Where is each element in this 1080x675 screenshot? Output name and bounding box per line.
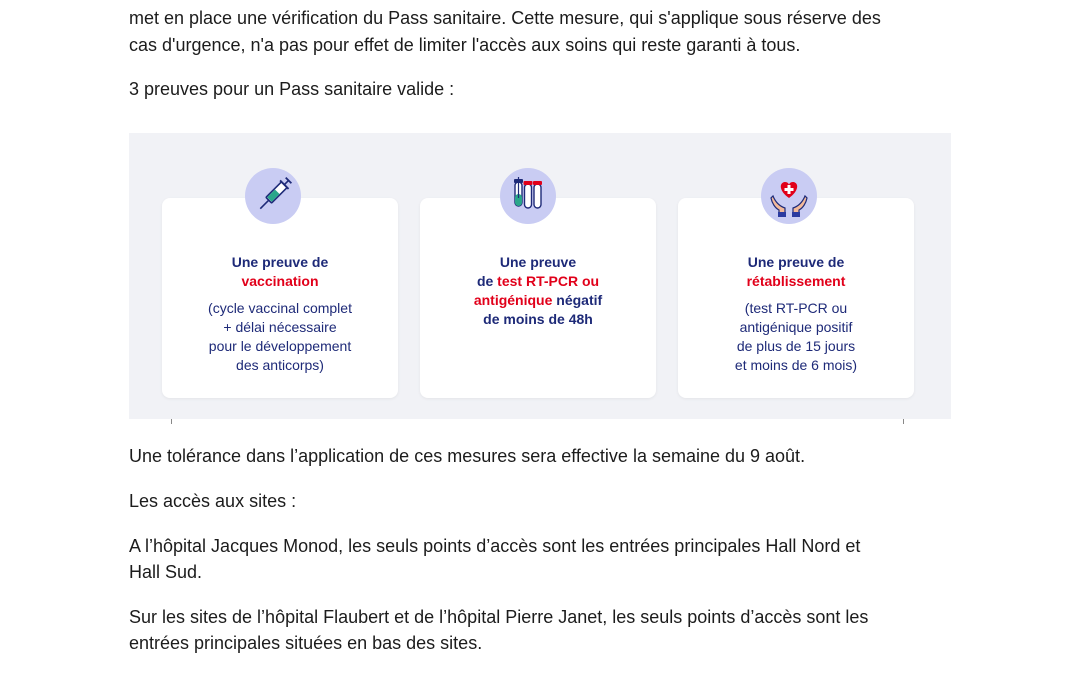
vaccination-title-2: vaccination — [241, 273, 319, 289]
recovery-desc-4: et moins de 6 mois) — [734, 357, 858, 373]
recovery-title-2: rétablissement — [746, 273, 846, 289]
card-test — [420, 198, 656, 398]
monod-paragraph-line-1: A l’hôpital Jacques Monod, les seuls points d’accès sont les entrées principales Hall Nord et — [129, 536, 861, 556]
vaccination-title-1: Une preuve de — [231, 254, 329, 270]
test-line-2 — [420, 272, 656, 291]
monod-paragraph-line-2: Hall Sud. — [129, 562, 203, 582]
image-edge-mark-left — [171, 419, 172, 424]
vaccination-desc-1: (cycle vaccinal complet — [208, 300, 352, 316]
test-line-2-highlight: test RT-PCR ou — [497, 273, 600, 289]
image-edge-mark-right — [903, 419, 904, 424]
syringe-icon — [245, 168, 301, 224]
paragraph-line-0: met en place une vérification du Pass sanitaire. Cette mesure, qui s'applique sous réserve des — [129, 8, 881, 28]
card-recovery-text — [678, 253, 914, 375]
flaubert-paragraph-line-1: Sur les sites de l’hôpital Flaubert et de l’hôpital Pierre Janet, les seuls points d’accès sont les — [129, 607, 869, 627]
pass-sanitaire-infographic — [129, 133, 951, 419]
tolerance-paragraph: Une tolérance dans l’application de ces mesures sera effective la semaine du 9 août. — [129, 446, 806, 466]
vaccination-desc-3: pour le développement — [208, 338, 352, 354]
vaccination-desc-2: + délai nécessaire — [223, 319, 337, 335]
section-intro: 3 preuves pour un Pass sanitaire valide : — [129, 79, 455, 99]
recovery-desc-2: antigénique positif — [739, 319, 853, 335]
heart-hands-icon — [761, 168, 817, 224]
recovery-title-1: Une preuve de — [747, 254, 845, 270]
test-line-2-prefix: de — [476, 273, 498, 289]
vaccination-desc-4: des anticorps) — [236, 357, 324, 373]
card-recovery — [678, 198, 914, 398]
recovery-desc-1: (test RT-PCR ou — [744, 300, 848, 316]
paragraph-line-1: cas d'urgence, n'a pas pour effet de limiter l'accès aux soins qui reste garanti à tous. — [129, 35, 801, 55]
card-vaccination-text — [162, 253, 398, 375]
card-vaccination — [162, 198, 398, 398]
flaubert-paragraph-line-2: entrées principales situées en bas des sites. — [129, 633, 483, 653]
recovery-desc-3: de plus de 15 jours — [736, 338, 856, 354]
test-line-3 — [420, 291, 656, 310]
test-line-4: de moins de 48h — [483, 311, 593, 327]
test-line-3-suffix: négatif — [552, 292, 603, 308]
card-test-text — [420, 253, 656, 329]
site-access-heading: Les accès aux sites : — [129, 491, 297, 511]
test-tubes-icon — [500, 168, 556, 224]
test-line-1: Une preuve — [499, 254, 577, 270]
test-line-3-highlight: antigénique — [473, 292, 553, 308]
